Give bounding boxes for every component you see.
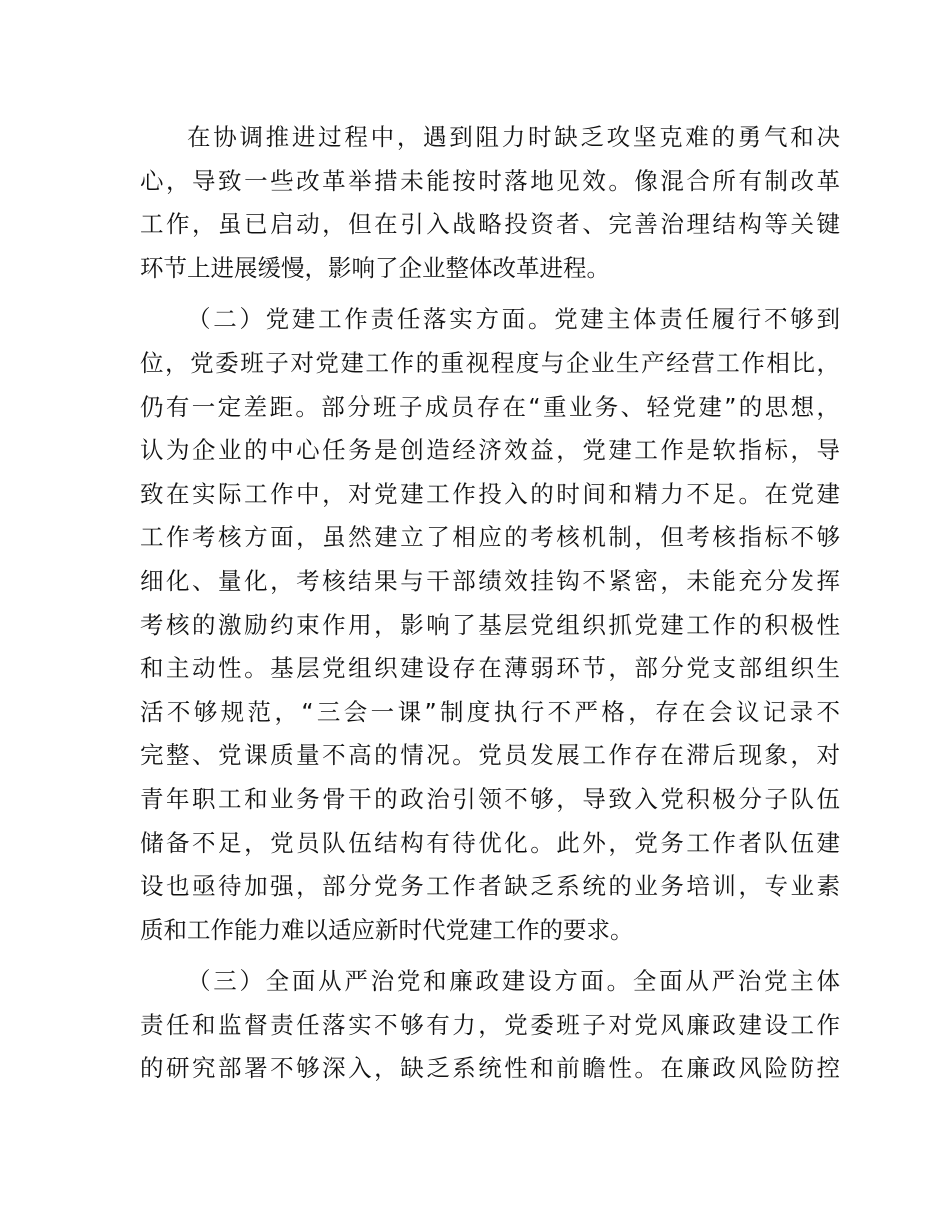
text-line: 工作，虽已启动，但在引入战略投资者、完善治理结构等关键 — [140, 210, 840, 239]
text-line: 心，导致一些改革举措未能按时落地见效。像混合所有制改革 — [140, 166, 840, 195]
text-line: 活不够规范，“三会一课”制度执行不严格，存在会议记录不 — [140, 697, 840, 726]
text-line: 工作考核方面，虽然建立了相应的考核机制，但考核指标不够 — [140, 523, 840, 552]
text-line: 青年职工和业务骨干的政治引领不够，导致入党积极分子队伍 — [140, 784, 840, 813]
text-line: 责任和监督责任落实不够有力，党委班子对党风廉政建设工作 — [140, 1010, 840, 1039]
section-heading-line: （三）全面从严治党和廉政建设方面。全面从严治党主体 — [187, 967, 840, 996]
text-line: 的研究部署不够深入，缺乏系统性和前瞻性。在廉政风险防控 — [140, 1054, 840, 1083]
paragraph-reform-progress — [140, 116, 840, 290]
paragraph-discipline — [140, 960, 840, 1091]
text-line: 仍有一定差距。部分班子成员存在“重业务、轻党建”的思想， — [140, 392, 840, 421]
paragraph-party-building — [140, 298, 840, 952]
text-line: 完整、党课质量不高的情况。党员发展工作存在滞后现象，对 — [140, 741, 840, 770]
text-line: 致在实际工作中，对党建工作投入的时间和精力不足。在党建 — [140, 479, 840, 508]
document-body — [140, 116, 840, 1099]
text-line: 在协调推进过程中，遇到阻力时缺乏攻坚克难的勇气和决 — [187, 123, 840, 151]
text-line: 环节上进展缓慢，影响了企业整体改革进程。 — [140, 253, 610, 282]
text-line: 储备不足，党员队伍结构有待优化。此外，党务工作者队伍建 — [140, 828, 840, 857]
text-line: 质和工作能力难以适应新时代党建工作的要求。 — [140, 915, 634, 944]
text-line: 位，党委班子对党建工作的重视程度与企业生产经营工作相比， — [140, 348, 840, 377]
text-line: 和主动性。基层党组织建设存在薄弱环节，部分党支部组织生 — [140, 654, 840, 683]
section-heading-line: （二）党建工作责任落实方面。党建主体责任履行不够到 — [187, 305, 840, 334]
text-line: 设也亟待加强，部分党务工作者缺乏系统的业务培训，专业素 — [140, 872, 840, 901]
text-line: 考核的激励约束作用，影响了基层党组织抓党建工作的积极性 — [140, 610, 840, 639]
text-line: 认为企业的中心任务是创造经济效益，党建工作是软指标，导 — [140, 436, 840, 465]
text-line: 细化、量化，考核结果与干部绩效挂钩不紧密，未能充分发挥 — [140, 566, 840, 595]
